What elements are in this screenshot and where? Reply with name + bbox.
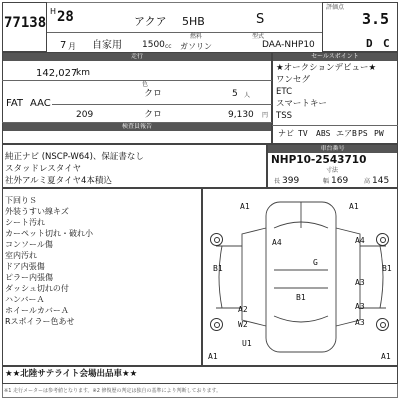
condition-item: ホイールカバーＡ (5, 306, 69, 315)
mark-a1-rear-right: A1 (381, 352, 391, 361)
feature-3: ETC (276, 87, 292, 97)
mark-g: G (313, 258, 318, 267)
width-prefix: 幅 (323, 178, 330, 185)
width-value: 169 (331, 176, 349, 186)
color-value: クロ (144, 89, 163, 99)
condition-item: カーペット切れ・破れ小 (5, 229, 93, 238)
model-code: DAA-NHP10 (262, 40, 315, 50)
overall-score: 3.5 (362, 10, 390, 28)
mark-front-left: A1 (240, 202, 250, 211)
condition-item: 外装うすい線キズ (5, 207, 69, 216)
mark-b1-left: B1 (213, 264, 223, 273)
note-2: スタッドレスタイヤ (5, 164, 82, 174)
displacement: 1500 (142, 40, 165, 50)
condition-item: コンソール傷 (5, 240, 53, 249)
usage: 自家用 (92, 40, 122, 51)
fuel: ガソリン (180, 42, 212, 51)
condition-item: ダッシュ切れの付 (5, 284, 69, 293)
equip-tv: TV (298, 129, 308, 138)
wheel-rear-left-icon (210, 318, 223, 331)
doors-unit: 人 (244, 92, 251, 99)
feature-1: ★オークションデビュー★ (276, 63, 377, 73)
month-unit: 月 (68, 42, 76, 51)
equip-airbag: エアB (336, 129, 357, 138)
model-name: アクア (134, 15, 167, 28)
lot-number: 77138 (4, 15, 47, 31)
mark-b1-center: B1 (296, 293, 306, 302)
condition-item: ピラー内張傷 (5, 273, 53, 282)
mileage-value: 142,027 (36, 68, 78, 79)
feature-2: ワンセグ (276, 75, 311, 85)
footer-text: ★★北陸サテライト会場出品車★★ (5, 369, 138, 379)
equip-abs: ABS (316, 129, 331, 138)
height-prefix: 高 (364, 178, 371, 185)
grade: S (256, 12, 265, 27)
equip-navi: ナビ (278, 129, 294, 138)
month-value: 7 (60, 40, 67, 51)
note-1: 純正ナビ (NSCP-W64)、保証書なし (5, 152, 144, 162)
size-label: 寸法 (326, 167, 339, 174)
length-prefix: 長 (274, 178, 281, 185)
disclaimer: ※1 走行メーターは参考値となります。※2 修復歴の判定は独自の基準により判断しております。 (4, 388, 222, 394)
score-label: 評価点 (326, 4, 345, 11)
condition-item: シート汚れ (5, 218, 45, 227)
condition-item: Rスポイラー色あせ (5, 317, 75, 326)
equipment-divider (272, 125, 398, 126)
mark-u1: U1 (242, 339, 252, 348)
chassis-header: 車台番号 (268, 145, 397, 153)
header-divider (47, 32, 322, 33)
spec-divider-2 (52, 104, 272, 105)
transmission: FAT (6, 98, 24, 109)
year-value: 28 (57, 9, 74, 25)
mark-front-right: A1 (349, 202, 359, 211)
aircon: AAC (30, 98, 51, 109)
year-era: H (50, 7, 57, 16)
spec-divider-1 (2, 80, 272, 81)
wheel-rear-right-icon (376, 318, 389, 331)
mark-w2: W2 (238, 320, 248, 329)
equip-pw: PW (374, 129, 384, 138)
features-header: セールスポイント (273, 53, 397, 61)
notes-header: 検査員報告 (3, 123, 271, 131)
mileage-header: 走行 (3, 53, 271, 61)
mark-a3-right: A3 (355, 278, 365, 287)
condition-item: ハンバーＡ (5, 295, 45, 304)
wheel-front-left-icon (210, 233, 223, 246)
expiry-value: 9,130 (228, 110, 254, 120)
chassis-number: NHP10-2543710 (271, 154, 367, 166)
mark-a1-rear-left: A1 (208, 352, 218, 361)
wheel-front-right-icon (376, 233, 389, 246)
note-3: 社外アルミ夏タイヤ4本積込 (5, 176, 112, 186)
length-value: 399 (282, 176, 300, 186)
body-type: 5HB (182, 15, 205, 28)
mark-a3-left: A3 (355, 318, 365, 327)
mark-hood: A4 (272, 238, 282, 247)
color-code: 209 (76, 110, 94, 120)
displacement-unit: cc (165, 43, 172, 50)
feature-5: TSS (276, 111, 292, 121)
mark-a4-right: A4 (355, 236, 365, 245)
height-value: 145 (372, 176, 390, 186)
equip-ps: PS (358, 129, 368, 138)
mileage-unit: km (76, 68, 90, 78)
fuel-label: 燃料 (190, 33, 203, 40)
mark-a2: A2 (238, 305, 248, 314)
expiry-unit: 円 (262, 112, 269, 119)
condition-item: 下回りＳ (5, 196, 37, 205)
feature-4: スマートキー (276, 99, 327, 109)
trim-value: クロ (144, 110, 163, 120)
condition-item: ドア内張傷 (5, 262, 45, 271)
car-diagram (202, 188, 398, 366)
type-label: 型式 (252, 33, 265, 40)
mark-b1-right: B1 (382, 264, 392, 273)
condition-item: 室内汚れ (5, 251, 37, 260)
exterior-grade: C (383, 37, 390, 50)
color-label: 色 (142, 81, 149, 88)
doors-value: 5 (232, 89, 238, 99)
interior-grade: D (366, 37, 373, 50)
mark-a3-lower: A3 (355, 302, 365, 311)
